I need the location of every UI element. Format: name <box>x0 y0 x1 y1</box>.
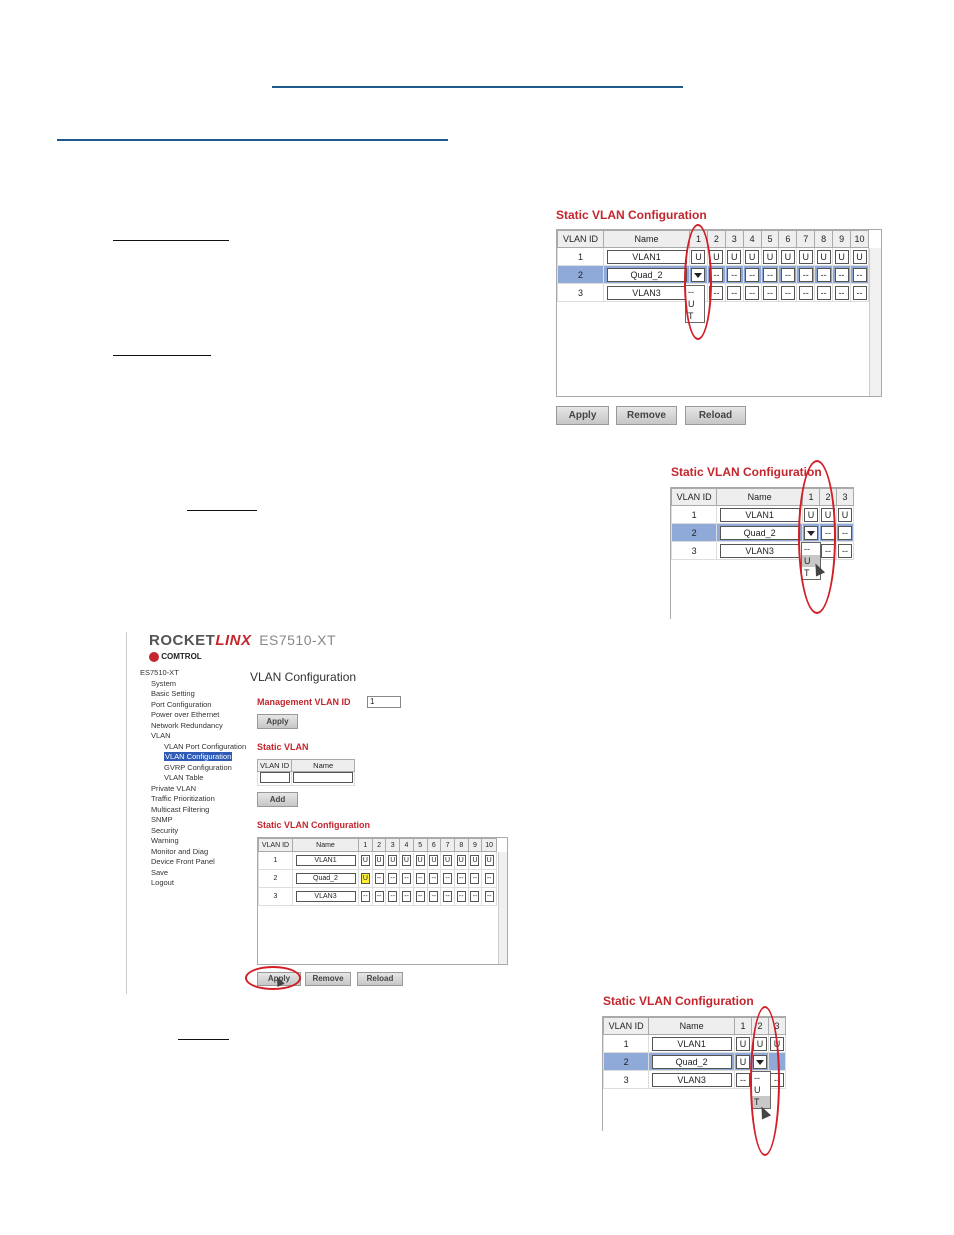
apply-button[interactable]: Apply <box>257 972 301 986</box>
port-select[interactable]: -- <box>727 268 741 282</box>
port-select[interactable]: U <box>763 250 777 264</box>
col-port: 2 <box>707 231 725 248</box>
col-name: Name <box>604 231 690 248</box>
dropdown-option[interactable]: T <box>688 311 694 321</box>
tree-item[interactable]: Basic Setting <box>151 689 195 698</box>
tree-item[interactable]: Traffic Prioritization <box>151 794 215 803</box>
tree-item[interactable]: Network Redundancy <box>151 720 223 730</box>
highlight-ellipse <box>798 460 836 614</box>
tree-item[interactable]: Monitor and Diag <box>151 846 209 856</box>
port-select[interactable]: U <box>745 250 759 264</box>
port-select[interactable]: -- <box>763 268 777 282</box>
table-row[interactable]: 2 Quad_2 -- -- <box>672 524 854 542</box>
highlight-ellipse <box>750 1006 780 1156</box>
tree-item[interactable]: VLAN Table <box>164 773 204 782</box>
dropdown-option[interactable]: U <box>802 555 820 567</box>
underline-4 <box>178 1039 229 1040</box>
port-select[interactable]: -- <box>835 286 849 300</box>
port-select[interactable]: -- <box>745 286 759 300</box>
nav-tree <box>129 668 247 889</box>
vlan-name-input[interactable]: VLAN1 <box>607 250 687 264</box>
port-select[interactable]: U <box>821 508 835 522</box>
tree-item[interactable]: Security <box>151 825 179 835</box>
vlan-name-input[interactable]: VLAN1 <box>720 508 800 522</box>
port-select[interactable]: -- <box>817 268 831 282</box>
port-select[interactable]: U <box>853 250 867 264</box>
remove-button[interactable]: Remove <box>616 406 677 425</box>
col-port: 1 <box>690 231 708 248</box>
col-port: 7 <box>797 231 815 248</box>
fig1-title: Static VLAN Configuration <box>556 208 707 222</box>
scrollbar[interactable] <box>869 248 881 396</box>
col-port: 9 <box>833 231 851 248</box>
port-select[interactable]: -- <box>835 268 849 282</box>
tree-item-selected[interactable]: VLAN Configuration <box>165 752 232 761</box>
dropdown-option[interactable]: U <box>688 299 695 309</box>
vlan-name-input[interactable]: Quad_2 <box>607 268 687 282</box>
port-select[interactable]: -- <box>799 286 813 300</box>
port-select[interactable]: -- <box>709 268 723 282</box>
col-port: 5 <box>761 231 779 248</box>
port-select[interactable]: -- <box>821 544 835 558</box>
dropdown-option[interactable]: -- <box>804 544 810 554</box>
port-select[interactable]: -- <box>745 268 759 282</box>
header-link-underline <box>272 86 683 88</box>
col-port: 10 <box>851 231 869 248</box>
underline-3 <box>187 510 257 511</box>
table-row[interactable]: 2 Quad_2 -- -- -- -- -- -- -- -- -- <box>558 266 869 284</box>
section-heading-rule <box>57 139 448 141</box>
mgmt-vlan-label: Management VLAN ID <box>257 697 351 707</box>
tree-item[interactable]: VLAN Port Configuration <box>164 741 247 751</box>
col-vlanid: VLAN ID <box>558 231 604 248</box>
table-row[interactable]: 2 Quad_2 U -- -- -- -- -- -- -- -- -- <box>259 870 497 888</box>
scrollbar[interactable] <box>498 852 507 964</box>
comtrol-icon <box>149 652 159 662</box>
port-select[interactable]: -- <box>853 286 867 300</box>
tree-item[interactable]: Multicast Filtering <box>151 804 210 814</box>
tree-item[interactable]: GVRP Configuration <box>164 762 232 772</box>
table-row[interactable]: 1 VLAN1 U U U U U U U U U U <box>558 248 869 266</box>
tree-item[interactable]: Logout <box>151 878 174 887</box>
port-select[interactable]: U <box>804 508 818 522</box>
static-vlan-heading: Static VLAN <box>257 742 309 752</box>
tree-item[interactable]: VLAN <box>151 731 171 740</box>
port-select[interactable]: U <box>709 250 723 264</box>
port-select[interactable]: -- <box>727 286 741 300</box>
dropdown-option[interactable]: U <box>754 1085 761 1095</box>
tree-item[interactable]: Save <box>151 867 169 877</box>
fig1-table <box>557 230 869 302</box>
static-vlan-form: VLAN ID Name <box>257 759 355 786</box>
tree-item[interactable]: Device Front Panel <box>151 857 215 866</box>
svc-panel <box>257 837 508 965</box>
table-row[interactable]: 1 VLAN1 U U U U U U U U U U <box>259 852 497 870</box>
port-select[interactable]: -- <box>853 268 867 282</box>
table-row[interactable]: 1 VLAN1 U U U <box>604 1035 786 1053</box>
table-row[interactable]: 3 VLAN3 -- -- -- -- -- -- -- -- -- -- <box>259 888 497 906</box>
table-row[interactable]: 1 VLAN1 U U U <box>672 506 854 524</box>
tree-item[interactable]: SNMP <box>151 815 173 824</box>
table-row[interactable]: 3 VLAN3 -- -- <box>672 542 854 560</box>
tree-item[interactable]: System <box>151 678 177 688</box>
fig2-table: VLAN ID Name 1 2 3 1 VLAN1 U U U 2 Quad_2 -- -- 3 VLAN3 -- -- <box>671 488 854 560</box>
reload-button[interactable]: Reload <box>685 406 746 425</box>
dropdown-option[interactable]: T <box>752 1096 770 1108</box>
mgmt-apply-button[interactable]: Apply <box>257 714 298 729</box>
vlan-name-input[interactable]: VLAN3 <box>607 286 687 300</box>
col-port: 4 <box>743 231 761 248</box>
tree-item[interactable]: ES7510-XT <box>140 668 179 677</box>
port-select[interactable]: -- <box>763 286 777 300</box>
port-select[interactable]: U <box>727 250 741 264</box>
port-select[interactable]: -- <box>838 544 852 558</box>
underline-1 <box>113 240 229 241</box>
port-select[interactable]: U <box>838 508 852 522</box>
fig2-title: Static VLAN Configuration <box>671 465 822 479</box>
table-row[interactable]: 3 VLAN3 -- -- -- -- -- -- -- -- -- <box>558 284 869 302</box>
reload-button[interactable]: Reload <box>357 972 403 986</box>
underline-2 <box>113 355 211 356</box>
dropdown-option[interactable]: T <box>804 568 810 578</box>
port-select[interactable]: -- <box>781 268 795 282</box>
port-select[interactable]: U <box>781 250 795 264</box>
tree-item[interactable]: Port Configuration <box>151 699 212 709</box>
port-select[interactable]: -- <box>817 286 831 300</box>
port-select[interactable]: U <box>691 250 705 264</box>
remove-button[interactable]: Remove <box>305 972 351 986</box>
port-select[interactable]: -- <box>709 286 723 300</box>
apply-button[interactable]: Apply <box>556 406 609 425</box>
vlan-name-field[interactable] <box>293 772 353 783</box>
mgmt-vlan-input[interactable]: 1 <box>367 696 401 708</box>
tree-item[interactable]: Private VLAN <box>151 783 197 793</box>
table-row[interactable]: 3 VLAN3 -- -- <box>604 1071 786 1089</box>
vlan-id-input[interactable] <box>260 772 290 783</box>
brand-logo: ROCKETLINX ES7510-XT <box>149 632 337 649</box>
port-select[interactable]: -- <box>781 286 795 300</box>
dropdown-option[interactable]: -- <box>688 287 694 297</box>
table-row[interactable]: 2 Quad_2 U <box>604 1053 786 1071</box>
page-title: VLAN Configuration <box>250 670 357 684</box>
vlan-name-input[interactable]: Quad_2 <box>720 526 800 540</box>
svc-heading: Static VLAN Configuration <box>257 820 370 830</box>
company-logo: COMTROL <box>149 652 202 662</box>
port-select[interactable]: U <box>835 250 849 264</box>
port-select[interactable]: -- <box>821 526 835 540</box>
port-select[interactable]: U <box>817 250 831 264</box>
fig4-title: Static VLAN Configuration <box>603 994 754 1008</box>
port-select[interactable]: -- <box>838 526 852 540</box>
col-port: 3 <box>725 231 743 248</box>
col-port: 6 <box>779 231 797 248</box>
highlight-ellipse <box>684 224 712 340</box>
fig3-frame <box>126 632 520 994</box>
port-select[interactable]: U <box>799 250 813 264</box>
fig4-table: VLAN ID Name 1 2 3 1 VLAN1 U U U 2 Quad_2 U 3 VLAN3 -- -- <box>603 1017 786 1089</box>
fig1-panel <box>556 229 882 397</box>
port-select[interactable]: -- <box>799 268 813 282</box>
svc-table: VLAN ID Name 1 2 3 4 5 6 7 8 9 10 1 VLAN1 U U U U U U U U U U 2 Quad_2 U -- -- -- -- -- -- -- -- -- 3 VLAN3 -- -- -- -- -- -- -- -- -- -- <box>258 838 497 906</box>
col-port: 8 <box>815 231 833 248</box>
add-button[interactable]: Add <box>257 792 298 807</box>
tree-item[interactable]: Power over Ethernet <box>151 710 220 719</box>
dropdown-option[interactable]: -- <box>754 1073 760 1083</box>
vlan-name-input[interactable]: VLAN3 <box>720 544 800 558</box>
tree-item[interactable]: Warning <box>151 836 179 845</box>
